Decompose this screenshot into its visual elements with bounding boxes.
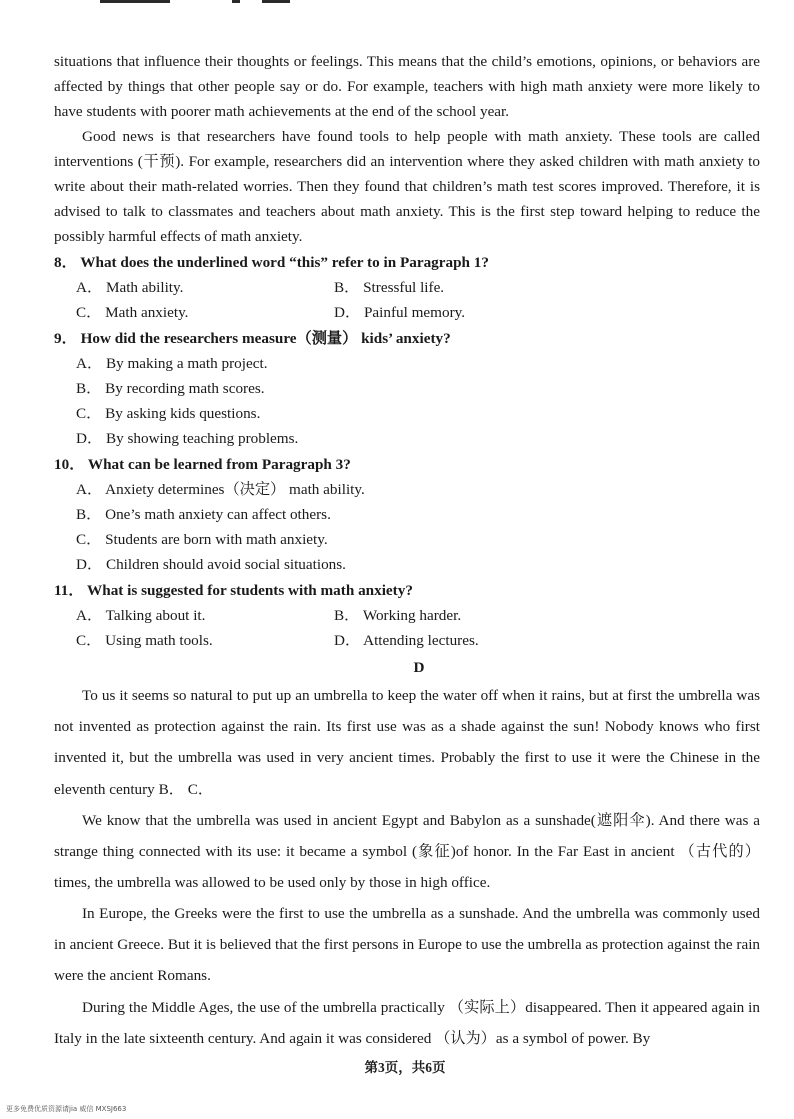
question-9-option-d: D． By showing teaching problems. [76, 430, 299, 447]
question-10-option-b: B． One’s math anxiety can affect others. [76, 506, 331, 523]
passage-d-paragraph: In Europe, the Greeks were the first to use the umbrella as a sunshade. And the umbrella was commonly used in ancient Greece. But it is believed that the first persons in Europe to use the umbrella as protection against the rain were the ancient Romans. [54, 905, 761, 985]
passage-d-paragraph: We know that the umbrella was used in ancient Egypt and Babylon as a sunshade(遮阳伞). And there was a strange thing connected with its use: it became a symbol (象征)of honor. In the Far East in ancient （古代的）times, the umbrella was allowed to be used only by those in high office. [54, 812, 760, 892]
page-number: 第3页，共6页 [364, 1060, 446, 1075]
passage-d-heading: D [413, 659, 425, 676]
question-11-option-d: D． Attending lectures. [334, 632, 479, 649]
question-9-option-a: A． By making a math project. [76, 355, 268, 372]
passage-d-paragraph: To us it seems so natural to put up an umbrella to keep the water off when it rains, but at first the umbrella was not invented as protection against the rain. Its first use was as a shade against the sun! Nobody knows who first invented it, but the umbrella was used in very ancient times. Probably the first to use it were the Chinese in the eleventh century B． C． [54, 687, 760, 798]
question-11-option-c: C． Using math tools. [76, 632, 213, 649]
question-11-option-b: B． Working harder. [334, 607, 462, 624]
question-11-option-a: A． Talking about it. [76, 607, 206, 624]
question-8-option-c: C． Math anxiety. [76, 304, 189, 321]
question-10-stem: 10． What can be learned from Paragraph 3? [54, 456, 351, 473]
question-10-option-c: C． Students are born with math anxiety. [76, 531, 328, 548]
passage-c-paragraph: Good news is that researchers have found tools to help people with math anxiety. These tools are called interventions (干预). For example, researchers did an intervention where they asked children with math anxiety to write about their math-related worries. Then they found that children’s math test scores improved. Therefore, it is advised to talk to classmates and teachers about math anxiety. This is the first step toward helping to reduce the possibly harmful effects of math anxiety. [54, 128, 760, 245]
question-8-stem: 8． What does the underlined word “this” refer to in Paragraph 1? [54, 254, 489, 271]
question-8-option-b: B． Stressful life. [334, 279, 445, 296]
question-11-stem: 11． What is suggested for students with math anxiety? [54, 582, 413, 599]
question-9-option-b: B． By recording math scores. [76, 380, 265, 397]
top-edge-mark [100, 0, 170, 3]
question-8-option-a: A． Math ability. [76, 279, 184, 296]
question-10-option-a: A． Anxiety determines（决定） math ability. [76, 481, 365, 498]
question-9-option-c: C． By asking kids questions. [76, 405, 261, 422]
passage-d-paragraph: During the Middle Ages, the use of the umbrella practically （实际上）disappeared. Then it appeared again in Italy in the late sixteenth century. And again it was considered （认为）as a symbol of power. By [54, 999, 760, 1048]
top-edge-mark [232, 0, 240, 3]
passage-c-paragraph: situations that influence their thoughts or feelings. This means that the child’s emotions, opinions, or behaviors are affected by things that other people say or do. For example, teachers with high math anxiety were more likely to have students with poorer math achievements at the end of the school year. [54, 53, 760, 120]
question-10-option-d: D． Children should avoid social situations. [76, 556, 346, 573]
question-9-stem: 9． How did the researchers measure（测量） kids’ anxiety? [54, 330, 451, 347]
question-8-option-d: D． Painful memory. [334, 304, 466, 321]
footer-note: 更多免费优质资源请jia 威信 MXSJ663 [6, 1105, 127, 1113]
top-edge-mark [262, 0, 290, 3]
